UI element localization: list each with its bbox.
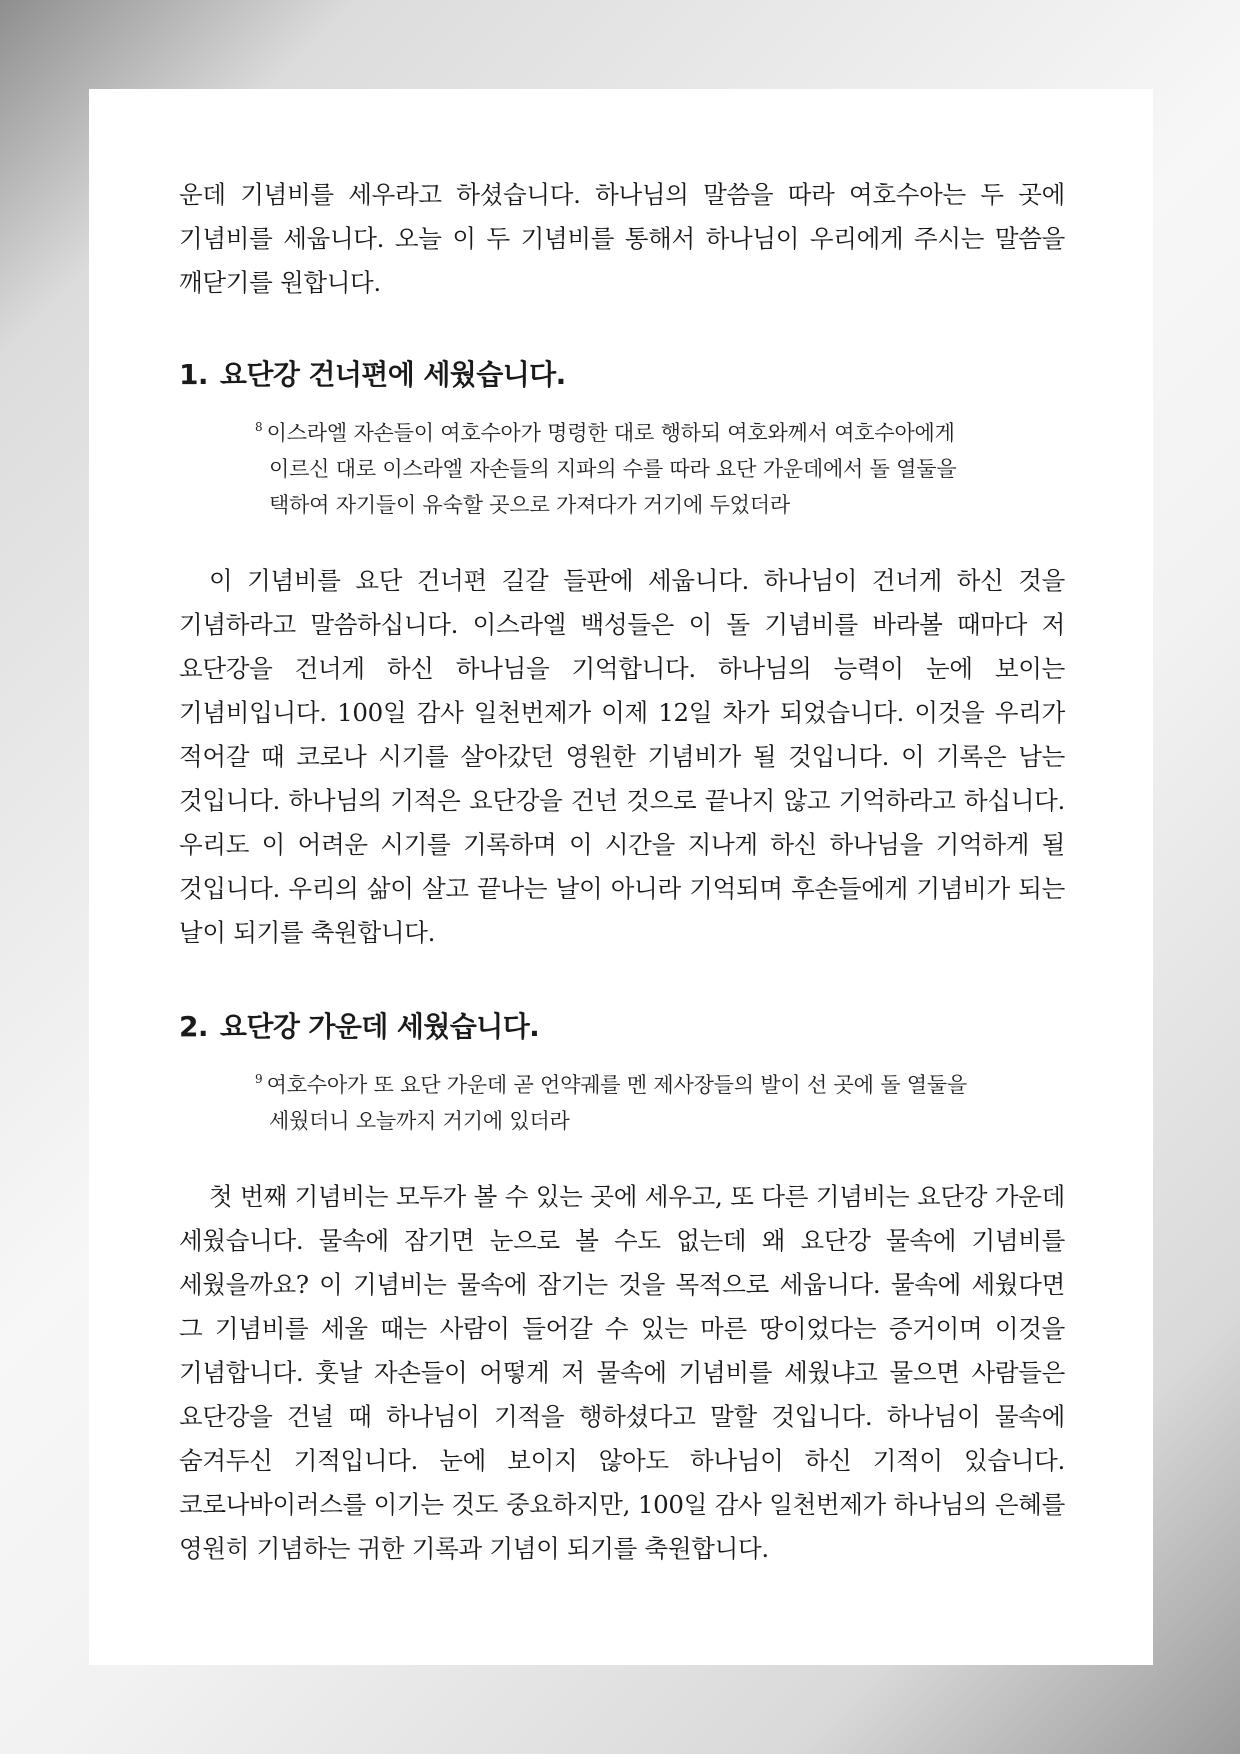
intro-paragraph: 운데 기념비를 세우라고 하셨습니다. 하나님의 말씀을 따라 여호수아는 두 곳에 기념비를 세웁니다. 오늘 이 두 기념비를 통해서 하나님이 우리에게 주시는 말씀을 깨닫기를 원합니다. — [179, 180, 1065, 297]
section-number-1: 1. — [179, 358, 208, 391]
section-heading-1 — [179, 355, 1065, 395]
verse-number-1: 8 — [255, 420, 263, 434]
section-heading-2 — [179, 1007, 1065, 1047]
verse-number-2: 9 — [255, 1072, 263, 1086]
verse-text-2: 여호수아가 또 요단 가운데 곧 언약궤를 멘 제사장들의 발이 선 곳에 돌 열둘을 세웠더니 오늘까지 거기에 있더라 — [266, 1073, 968, 1133]
section-body-2: 첫 번째 기념비는 모두가 볼 수 있는 곳에 세우고, 또 다른 기념비는 요단강 가운데 세웠습니다. 물속에 잠기면 눈으로 볼 수도 없는데 왜 요단강 물속에 기념비를 세웠을까요? 이 기념비는 물속에 잠기는 것을 목적으로 세웁니다. 물속에 세웠다면 그 기념비를 세울 때는 사람이 들어갈 수 있는 마른 땅이었다는 증거이며 이것을 기념합니다. 훗날 자손들이 어떻게 저 물속에 기념비를 세웠냐고 물으면 사람들은 요단강을 건널 때 하나님이 기적을 행하셨다고 말할 것입니다. 하나님이 물속에 숨겨두신 기적입니다. 눈에 보이지 않아도 하나님이 하신 기적이 있습니다. 코로나바이러스를 이기는 것도 중요하지만, 100일 감사 일천번제가 하나님의 은혜를 영원히 기념하는 귀한 기록과 기념이 되기를 축원합니다. — [179, 1182, 1065, 1563]
section-body-1: 이 기념비를 요단 건너편 길갈 들판에 세웁니다. 하나님이 건너게 하신 것을 기념하라고 말씀하십니다. 이스라엘 백성들은 이 돌 기념비를 바라볼 때마다 저 요단강을 건너게 하신 하나님을 기억합니다. 하나님의 능력이 눈에 보이는 기념비입니다. 100일 감사 일천번제가 이제 12일 차가 되었습니다. 이것을 우리가 적어갈 때 코로나 시기를 살아갔던 영원한 기념비가 될 것입니다. 이 기록은 남는 것입니다. 하나님의 기적은 요단강을 건넌 것으로 끝나지 않고 기억하라고 하십니다. 우리도 이 어려운 시기를 기록하며 이 시간을 지나게 하신 하나님을 기억하게 될 것입니다. 우리의 삶이 살고 끝나는 날이 아니라 기억되며 후손들에게 기념비가 되는 날이 되기를 축원합니다. — [179, 566, 1065, 947]
scripture-quote-1 — [255, 409, 989, 523]
scripture-quote-2 — [255, 1061, 989, 1139]
verse-text-1: 이스라엘 자손들이 여호수아가 명령한 대로 행하되 여호와께서 여호수아에게 이르신 대로 이스라엘 자손들의 지파의 수를 따라 요단 가운데에서 돌 열둘을 택하여 자기들이 유숙할 곳으로 가져다가 거기에 두었더라 — [266, 421, 957, 517]
section-title-1: 요단강 건너편에 세웠습니다. — [219, 358, 566, 391]
section-title-2: 요단강 가운데 세웠습니다. — [219, 1010, 540, 1043]
document-page — [89, 89, 1153, 1665]
section-number-2: 2. — [179, 1010, 208, 1043]
